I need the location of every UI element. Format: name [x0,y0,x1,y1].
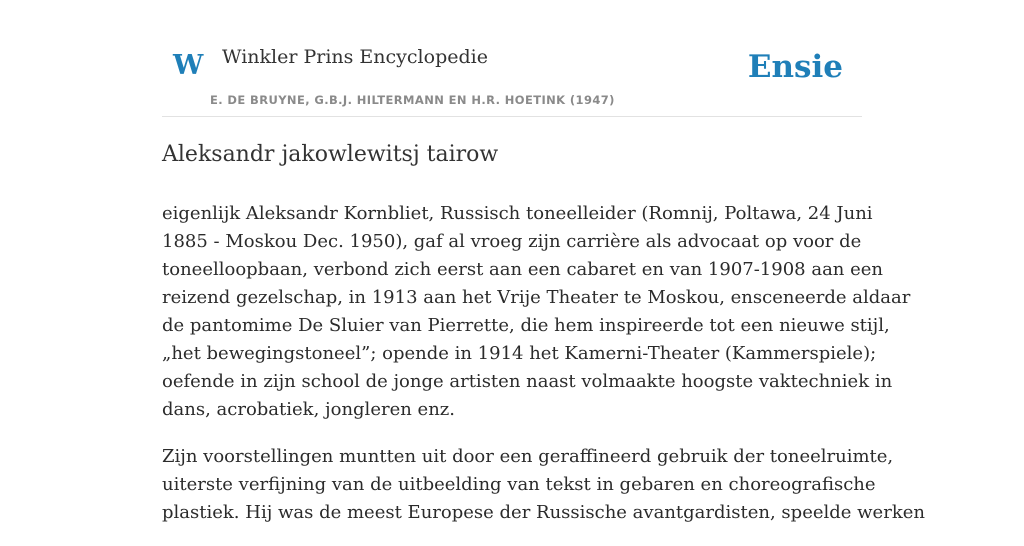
paragraph-line: „het bewegingstoneel”; opende in 1914 het Kamerni-Theater (Kammerspiele); [162,343,877,364]
site-header [162,0,862,117]
article-title: Aleksandr jakowlewitsj tairow [162,142,499,167]
article-paragraph [162,200,911,424]
paragraph-line: 1885 - Moskou Dec. 1950), gaf al vroeg zijn carrière als advocaat op voor de [162,231,862,252]
paragraph-line: uiterste verfijning van de uitbeelding van tekst in gebaren en choreografische [162,474,876,495]
paragraph-line: plastiek. Hij was de meest Europese der Russische avantgardisten, speelde werken [162,502,925,523]
paragraph-line: oefende in zijn school de jonge artisten naast volmaakte hoogste vaktechniek in [162,371,893,392]
winkler-prins-logo[interactable]: W [173,50,204,81]
article [162,138,925,546]
site-subtitle: E. DE BRUYNE, G.B.J. HILTERMANN EN H.R. HOETINK (1947) [210,93,615,107]
paragraph-line: eigenlijk Aleksandr Kornbliet, Russisch toneelleider (Romnij, Poltawa, 24 Juni [162,203,873,224]
paragraph-line: reizend gezelschap, in 1913 aan het Vrije Theater te Moskou, ensceneerde aldaar [162,287,911,308]
paragraph-line: Zijn voorstellingen muntten uit door een geraffineerd gebruik der toneelruimte, [162,446,894,467]
ensie-brand-logo[interactable]: Ensie [747,49,843,85]
site-title[interactable]: Winkler Prins Encyclopedie [222,46,488,68]
paragraph-line: dans, acrobatiek, jongleren enz. [162,399,455,420]
paragraph-line: toneelloopbaan, verbond zich eerst aan een cabaret en van 1907-1908 aan een [162,259,884,280]
paragraph-line: de pantomime De Sluier van Pierrette, die hem inspireerde tot een nieuwe stijl, [162,315,890,336]
article-paragraph [162,443,925,527]
